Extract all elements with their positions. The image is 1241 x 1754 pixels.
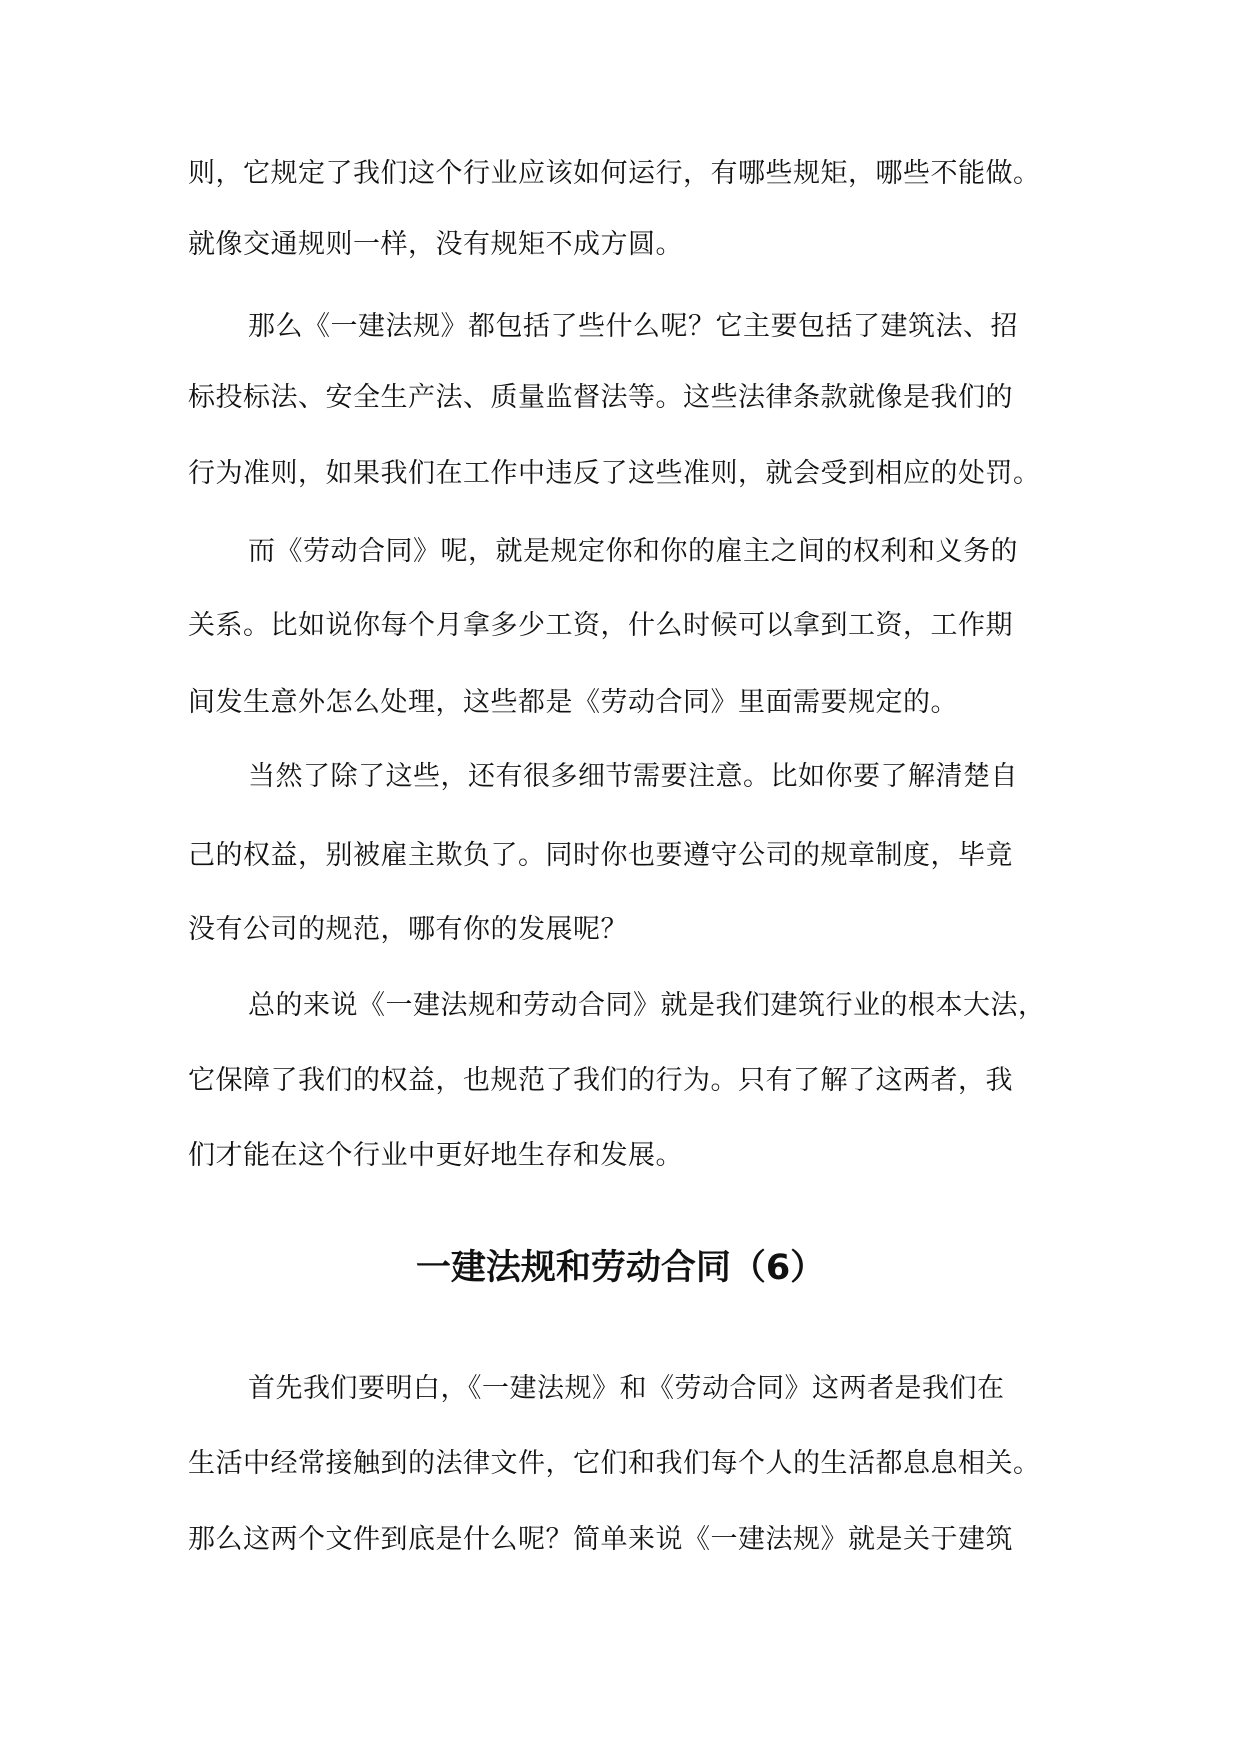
- text-line: 间发生意外怎么处理，这些都是《劳动合同》里面需要规定的。: [188, 687, 958, 718]
- text-line: 就像交通规则一样，没有规矩不成方圆。: [188, 229, 683, 260]
- section-heading: 一建法规和劳动合同（6）: [415, 1248, 826, 1288]
- text-line: 那么这两个文件到底是什么呢？简单来说《一建法规》就是关于建筑: [188, 1524, 1013, 1555]
- text-line: 标投标法、安全生产法、质量监督法等。这些法律条款就像是我们的: [188, 382, 1013, 413]
- text-line: 它保障了我们的权益，也规范了我们的行为。只有了解了这两者，我: [188, 1065, 1013, 1096]
- text-line: 总的来说《一建法规和劳动合同》就是我们建筑行业的根本大法，: [248, 990, 1046, 1021]
- text-line: 生活中经常接触到的法律文件，它们和我们每个人的生活都息息相关。: [188, 1448, 1041, 1479]
- text-line: 则，它规定了我们这个行业应该如何运行，有哪些规矩，哪些不能做。: [188, 158, 1041, 189]
- text-line: 行为准则，如果我们在工作中违反了这些准则，就会受到相应的处罚。: [188, 458, 1041, 489]
- text-line: 己的权益，别被雇主欺负了。同时你也要遵守公司的规章制度，毕竟: [188, 840, 1013, 871]
- text-line: 而《劳动合同》呢，就是规定你和你的雇主之间的权利和义务的: [248, 536, 1018, 567]
- text-line: 当然了除了这些，还有很多细节需要注意。比如你要了解清楚自: [248, 761, 1018, 792]
- text-line: 们才能在这个行业中更好地生存和发展。: [188, 1140, 683, 1171]
- text-line: 没有公司的规范，哪有你的发展呢？: [188, 914, 628, 945]
- text-line: 关系。比如说你每个月拿多少工资，什么时候可以拿到工资，工作期: [188, 610, 1013, 641]
- text-line: 首先我们要明白，《一建法规》和《劳动合同》这两者是我们在: [248, 1373, 1005, 1404]
- text-line: 那么《一建法规》都包括了些什么呢？它主要包括了建筑法、招: [248, 311, 1018, 342]
